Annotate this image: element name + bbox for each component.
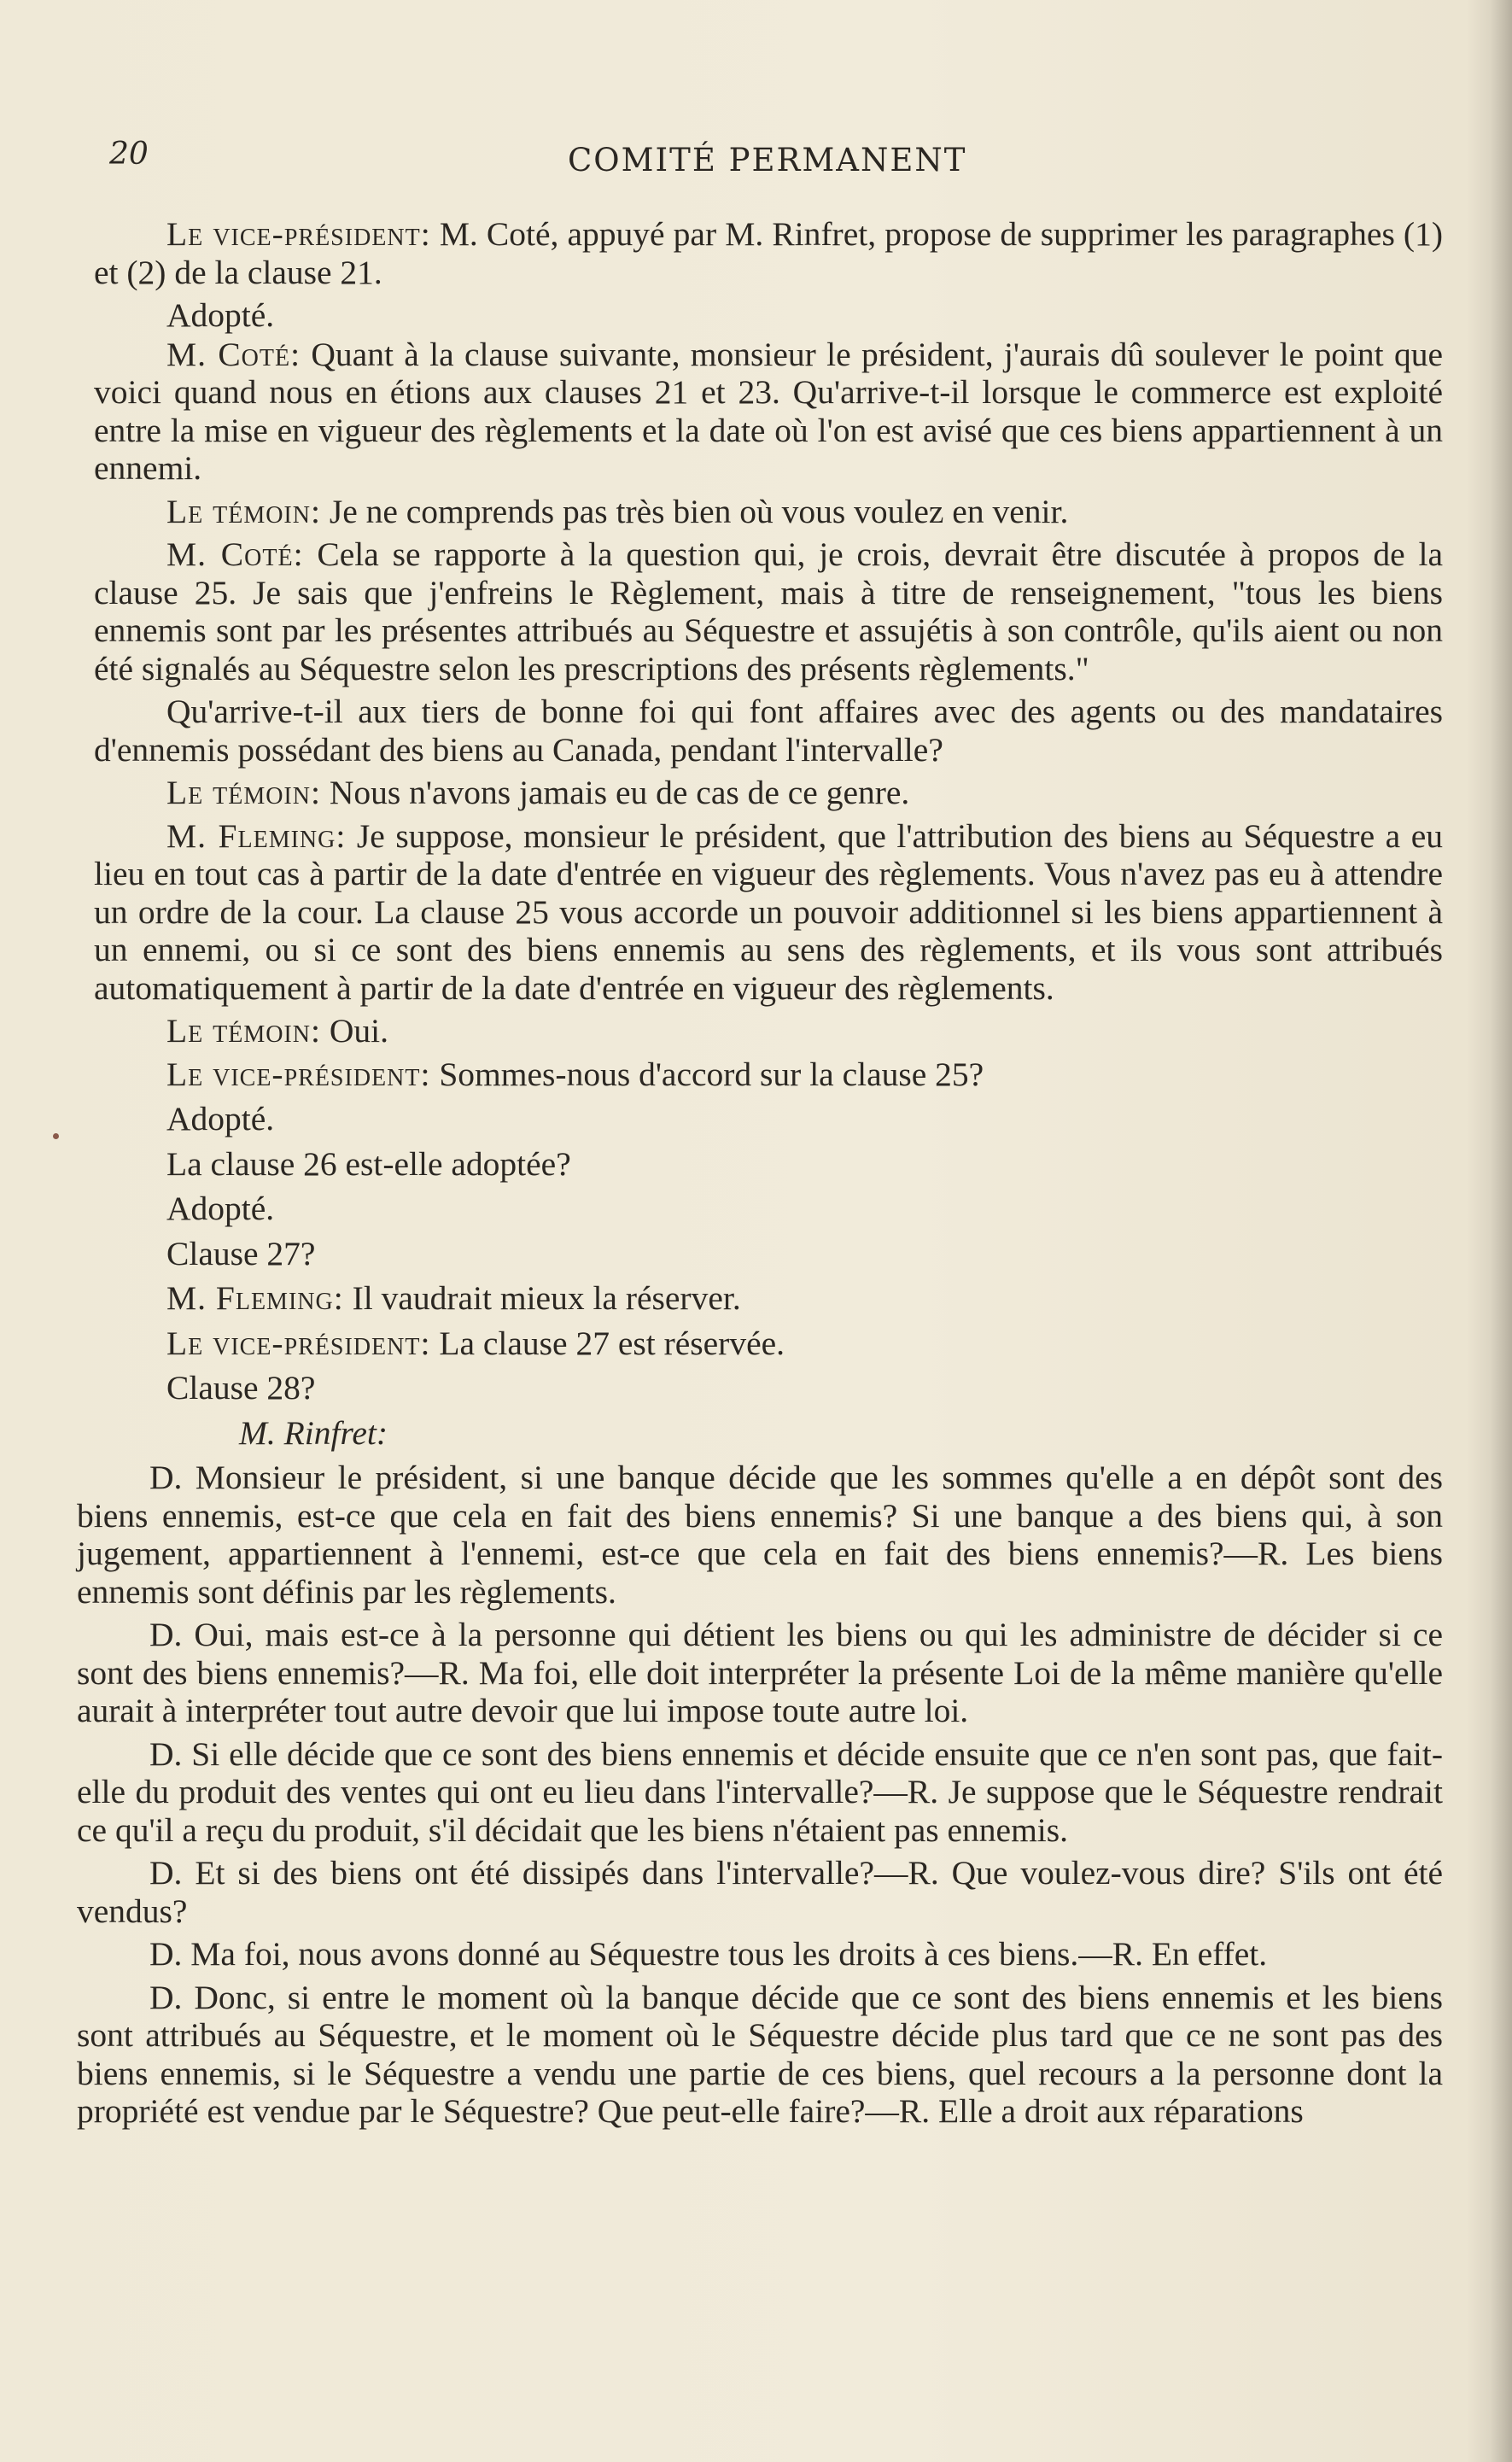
line <box>94 1100 1443 1138</box>
running-title: COMITÉ PERMANENT <box>568 142 967 178</box>
paragraph-text: Qu'arrive-t-il aux tiers de bonne foi qui font affaires avec des agents ou des mandataires d'ennemis possédant des biens au Canada, pendant l'intervalle? <box>94 693 1443 769</box>
line <box>94 1369 1443 1407</box>
line <box>94 1190 1443 1228</box>
speaker: Le témoin: <box>166 1012 321 1050</box>
question-answer <box>77 1854 1443 1930</box>
line <box>94 1279 1443 1318</box>
paragraph-text: Cela se rapporte à la question qui, je crois, devrait être discutée à propos de la clause 25. Je sais que j'enfreins le Règlement, mais à titre de renseignement, "tous les biens ennemis sont par les présentes attribués au Séquestre et assujétis à son contrôle, qu'ils aient ou non été signalés au Séquestre selon les prescriptions des présents règlements." <box>94 535 1443 687</box>
line-text: Sommes-nous d'accord sur la clause 25? <box>430 1055 984 1093</box>
body-text <box>77 215 1444 2136</box>
line-text: Clause 27? <box>166 1234 316 1272</box>
speaker: Le témoin: <box>166 774 321 811</box>
qa-text: D. Donc, si entre le moment où la banque décide que ce sont des biens ennemis et les biens sont attribués au Séquestre, et le moment où le Séquestre décide plus tard que ce ne sont pas des biens ennemis, si le Séquestre a vendu une partie de ces biens, quel recours a la personne dont la propriété est vendue par le Séquestre? Que peut-elle faire?—R. Elle a droit aux réparations <box>77 1978 1443 2130</box>
paragraph <box>94 493 1443 531</box>
qa-text: D. Monsieur le président, si une banque décide que les sommes qu'elle a en dépôt sont des biens ennemis, est-ce que cela en fait des biens ennemis? Si une banque a des biens qui, à son jugement, appartiennent à l'ennemi, est-ce que cela en fait des biens ennemis?—R. Les biens ennemis sont définis par les règlements. <box>77 1459 1443 1611</box>
line <box>94 1056 1443 1094</box>
examiner-heading: M. Rinfret: <box>239 1413 388 1452</box>
line-text: Il vaudrait mieux la réserver. <box>343 1279 741 1317</box>
paragraph <box>94 1012 1443 1050</box>
paragraph <box>94 296 1443 335</box>
paragraph <box>94 215 1443 291</box>
line <box>94 1414 1443 1453</box>
qa-text: D. Ma foi, nous avons donné au Séquestre tous les droits à ces biens.—R. En effet. <box>149 1935 1268 1973</box>
speaker: Le vice-président: <box>166 215 431 253</box>
line <box>94 1145 1443 1184</box>
page-header <box>0 137 1512 188</box>
line-text: Adopté. <box>166 1100 275 1137</box>
speaker: Le témoin: <box>166 492 321 530</box>
question-answer <box>77 1935 1443 1974</box>
paragraph-text: M. Coté, appuyé par M. Rinfret, propose de supprimer les paragraphes (1) et (2) de la clause 21. <box>94 215 1443 291</box>
line <box>94 1325 1443 1363</box>
question-answer <box>77 1979 1443 2131</box>
question-answer <box>77 1459 1443 1611</box>
speaker: Le vice-président: <box>166 1055 431 1093</box>
paragraph <box>94 693 1443 769</box>
stray-ink-mark <box>53 1133 59 1139</box>
paragraph <box>94 774 1443 812</box>
question-answer <box>77 1735 1443 1850</box>
qa-text: D. Et si des biens ont été dissipés dans l'intervalle?—R. Que voulez-vous dire? S'ils ont été vendus? <box>77 1854 1443 1930</box>
paragraph-text: Je ne comprends pas très bien où vous voulez en venir. <box>320 492 1069 530</box>
paragraph-text: Adopté. <box>166 296 275 334</box>
line-text: La clause 27 est réservée. <box>430 1324 785 1362</box>
speaker: M. Fleming: <box>166 1279 344 1317</box>
paragraph-text: Nous n'avons jamais eu de cas de ce genre. <box>320 774 910 811</box>
qa-text: D. Oui, mais est-ce à la personne qui détient les biens ou qui les administre de décider si ce sont des biens ennemis?—R. Ma foi, elle doit interpréter la présente Loi de la même manière qu'elle aurait à interpréter tout autre devoir que lui impose toute autre loi. <box>77 1616 1443 1729</box>
line-text: Clause 28? <box>166 1369 316 1406</box>
speaker: Le vice-président: <box>166 1324 431 1362</box>
paragraph <box>94 535 1443 687</box>
qa-text: D. Si elle décide que ce sont des biens ennemis et décide ensuite que ce n'en sont pas, que fait-elle du produit des ventes qui ont eu lieu dans l'intervalle?—R. Je suppose que le Séquestre rendrait ce qu'il a reçu du produit, s'il décidait que les biens n'étaient pas ennemis. <box>77 1734 1443 1849</box>
line-text: Adopté. <box>166 1190 275 1227</box>
speaker: M. Coté: <box>166 335 301 373</box>
speaker: M. Fleming: <box>166 816 347 855</box>
paragraph <box>94 817 1443 1008</box>
paragraph-text: Oui. <box>320 1012 388 1050</box>
speaker: M. Coté: <box>166 535 304 573</box>
question-answer-block <box>77 1459 1443 2131</box>
line <box>94 1235 1443 1273</box>
paragraph-text: Quant à la clause suivante, monsieur le président, j'aurais dû soulever le point que voici quand nous en étions aux clauses 21 et 23. Qu'arrive-t-il lorsque le commerce est exploité entre la mise en vigueur des règlements et la date où l'on est avisé que ces biens appartiennent à un ennemi. <box>94 335 1444 487</box>
paragraph <box>94 336 1443 488</box>
page-number: 20 <box>109 137 149 172</box>
paragraph-text: Je suppose, monsieur le président, que l'attribution des biens au Séquestre a eu lieu en tout cas à partir de la date d'entrée en vigueur des règlements. Vous n'avez pas eu à attendre un ordre de la cour. La clause 25 vous accorde un pouvoir additionnel si les biens appartiennent à un ennemi, ou si ce sont des biens ennemis au sens des règlements, et ils vous sont attribués automatiquement à partir de la date d'entrée en vigueur des règlements. <box>94 816 1443 1007</box>
line-text: La clause 26 est-elle adoptée? <box>166 1144 571 1183</box>
question-answer <box>77 1616 1443 1730</box>
page-edge <box>1490 0 1512 2462</box>
